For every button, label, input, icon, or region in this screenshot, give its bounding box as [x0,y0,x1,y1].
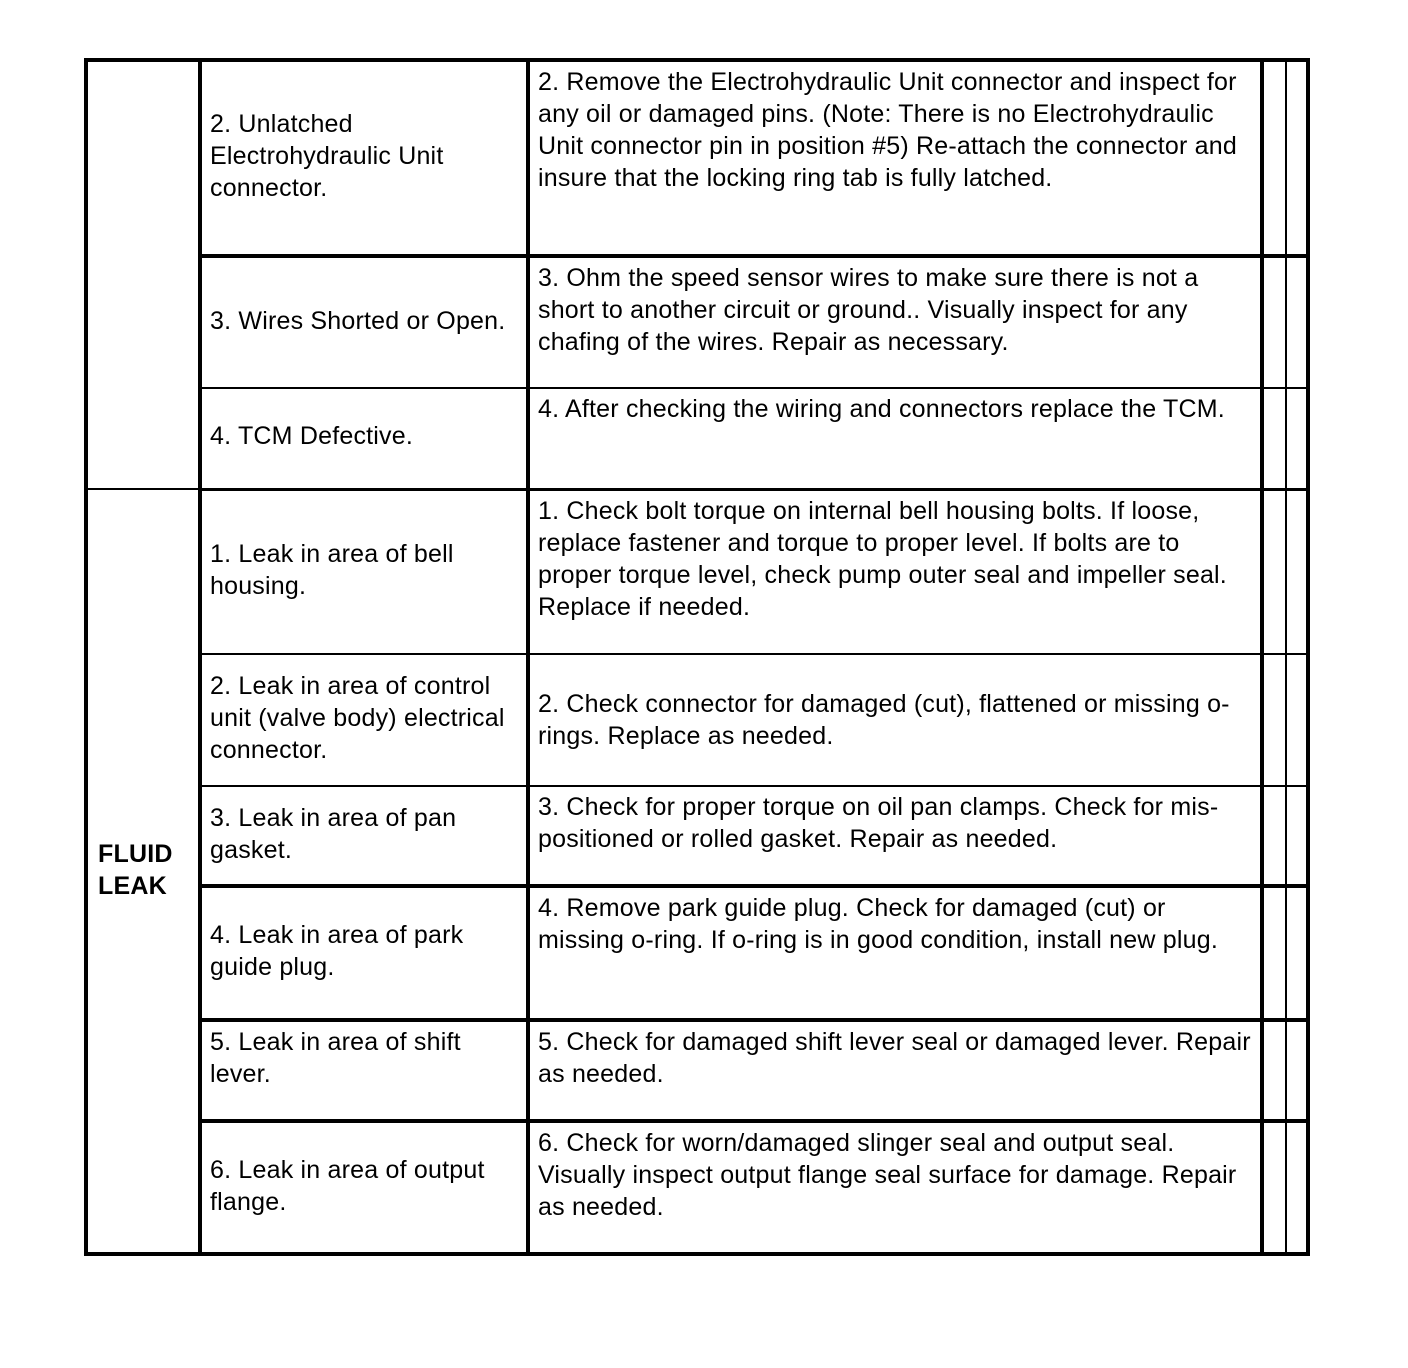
check-cell [1262,1121,1286,1254]
check-cell [1286,489,1308,654]
action-cell: 2. Remove the Electrohydraulic Unit connector and inspect for any oil or damaged pins. (Note: There is no Electrohydraulic Unit connector pin in position #5) Re-attach the connector and insure that the locking ring tab is fully latched. [528,60,1262,256]
action-cell: 1. Check bolt torque on internal bell housing bolts. If loose, replace fastener and torque to proper level. If bolts are to proper torque level, check pump outer seal and impeller seal. Replace if needed. [528,489,1262,654]
table-row [86,654,1308,786]
cause-cell: 2. Leak in area of control unit (valve body) electrical connector. [200,654,528,786]
action-cell: 4. Remove park guide plug. Check for damaged (cut) or missing o-ring. If o-ring is in good condition, install new plug. [528,886,1262,1020]
action-cell: 3. Check for proper torque on oil pan clamps. Check for mis-positioned or rolled gasket. Repair as needed. [528,786,1262,886]
check-cell [1262,886,1286,1020]
table-row [86,1020,1308,1121]
cause-cell: 5. Leak in area of shift lever. [200,1020,528,1121]
table-row [86,256,1308,388]
table-row [86,489,1308,654]
table-row [86,886,1308,1020]
check-cell [1286,886,1308,1020]
action-cell: 6. Check for worn/damaged slinger seal and output seal. Visually inspect output flange seal surface for damage. Repair as needed. [528,1121,1262,1254]
troubleshooting-table [84,58,1310,1256]
check-cell [1286,1121,1308,1254]
table-row [86,1121,1308,1254]
table-row [86,786,1308,886]
check-cell [1286,256,1308,388]
check-cell [1262,1020,1286,1121]
check-cell [1286,786,1308,886]
action-cell: 2. Check connector for damaged (cut), flattened or missing o-rings. Replace as needed. [528,654,1262,786]
action-cell: 4. After checking the wiring and connectors replace the TCM. [528,388,1262,489]
check-cell [1286,1020,1308,1121]
cause-cell: 3. Leak in area of pan gasket. [200,786,528,886]
action-cell: 3. Ohm the speed sensor wires to make sure there is not a short to another circuit or ground.. Visually inspect for any chafing of the wires. Repair as necessary. [528,256,1262,388]
check-cell [1262,256,1286,388]
check-cell [1262,786,1286,886]
check-cell [1286,388,1308,489]
cause-cell: 4. TCM Defective. [200,388,528,489]
cause-cell: 2. Unlatched Electrohydraulic Unit connector. [200,60,528,256]
cause-cell: 6. Leak in area of output flange. [200,1121,528,1254]
table-row [86,60,1308,256]
condition-cell: FLUID LEAK [86,489,200,1254]
cause-cell: 1. Leak in area of bell housing. [200,489,528,654]
check-cell [1262,388,1286,489]
cause-cell: 3. Wires Shorted or Open. [200,256,528,388]
table-row [86,388,1308,489]
condition-cell [86,60,200,489]
check-cell [1286,60,1308,256]
cause-cell: 4. Leak in area of park guide plug. [200,886,528,1020]
check-cell [1286,654,1308,786]
check-cell [1262,654,1286,786]
check-cell [1262,489,1286,654]
check-cell [1262,60,1286,256]
action-cell: 5. Check for damaged shift lever seal or damaged lever. Repair as needed. [528,1020,1262,1121]
